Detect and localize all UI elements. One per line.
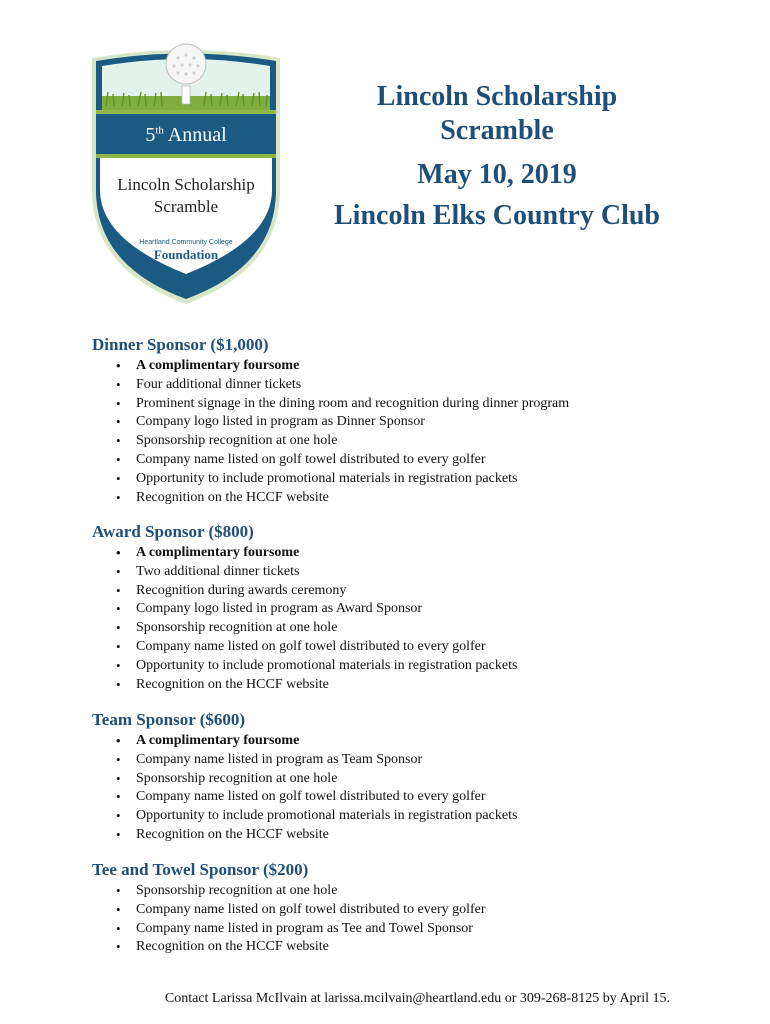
benefit-list [92,544,732,694]
award-sponsor-section [92,522,732,694]
event-logo [86,40,286,308]
list-item: • Recognition on the HCCF website [92,489,732,508]
list-item: • Two additional dinner tickets [92,563,732,582]
list-item: • Prominent signage in the dining room and recognition during dinner program [92,395,732,414]
list-item: • Company name listed on golf towel distributed to every golfer [92,788,732,807]
event-venue: Lincoln Elks Country Club [334,200,660,231]
list-item: • Opportunity to include promotional materials in registration packets [92,807,732,826]
section-heading: Tee and Towel Sponsor ($200) [92,860,309,879]
list-item: • A complimentary foursome [92,544,732,563]
team-sponsor-section [92,710,732,845]
list-item: • A complimentary foursome [92,357,732,376]
list-item: • Recognition on the HCCF website [92,938,732,957]
list-item: • Company name listed on golf towel distributed to every golfer [92,451,732,470]
logo-annual-number: 5 [145,124,156,146]
list-item: • Sponsorship recognition at one hole [92,619,732,638]
list-item: • Opportunity to include promotional materials in registration packets [92,657,732,676]
list-item: • Recognition during awards ceremony [92,582,732,601]
list-item: • Company name listed in program as Tee and Towel Sponsor [92,920,732,939]
list-item: • Company name listed on golf towel distributed to every golfer [92,638,732,657]
contact-footer [0,989,770,1007]
list-item: • A complimentary foursome [92,732,732,751]
tee-towel-sponsor-section [92,860,732,957]
section-heading: Dinner Sponsor ($1,000) [92,335,269,354]
shield-emblem [86,40,286,308]
benefit-list [92,732,732,845]
logo-annual-ordinal: th [155,124,164,137]
list-item: • Sponsorship recognition at one hole [92,770,732,789]
event-title-block [300,80,694,233]
benefit-list [92,882,732,957]
section-heading: Team Sponsor ($600) [92,710,246,729]
logo-org-small: Heartland Community College [139,239,233,246]
list-item: • Recognition on the HCCF website [92,826,732,845]
list-item: • Company logo listed in program as Dinner Sponsor [92,413,732,432]
event-date: May 10, 2019 [417,159,577,190]
logo-annual-text [86,124,286,147]
logo-org-big: Foundation [153,247,219,262]
list-item: • Four additional dinner tickets [92,376,732,395]
section-heading: Award Sponsor ($800) [92,522,254,541]
logo-annual-word: Annual [163,124,227,146]
list-item: • Company name listed in program as Team Sponsor [92,751,732,770]
list-item: • Opportunity to include promotional materials in registration packets [92,470,732,489]
dinner-sponsor-section [92,335,732,507]
list-item: • Sponsorship recognition at one hole [92,432,732,451]
logo-event-name-line1: Lincoln Scholarship [117,175,255,194]
list-item: • Company logo listed in program as Award Sponsor [92,600,732,619]
list-item: • Sponsorship recognition at one hole [92,882,732,901]
list-item: • Recognition on the HCCF website [92,676,732,695]
event-title-line1: Lincoln Scholarship [376,81,618,112]
benefit-list [92,357,732,507]
logo-event-name-line2: Scramble [153,197,219,216]
contact-text: Contact Larissa McIlvain at larissa.mcilvain@heartland.edu or 309-268-8125 by April 15. [164,991,670,1006]
list-item: • Company name listed on golf towel distributed to every golfer [92,901,732,920]
event-title-line2: Scramble [440,115,554,146]
